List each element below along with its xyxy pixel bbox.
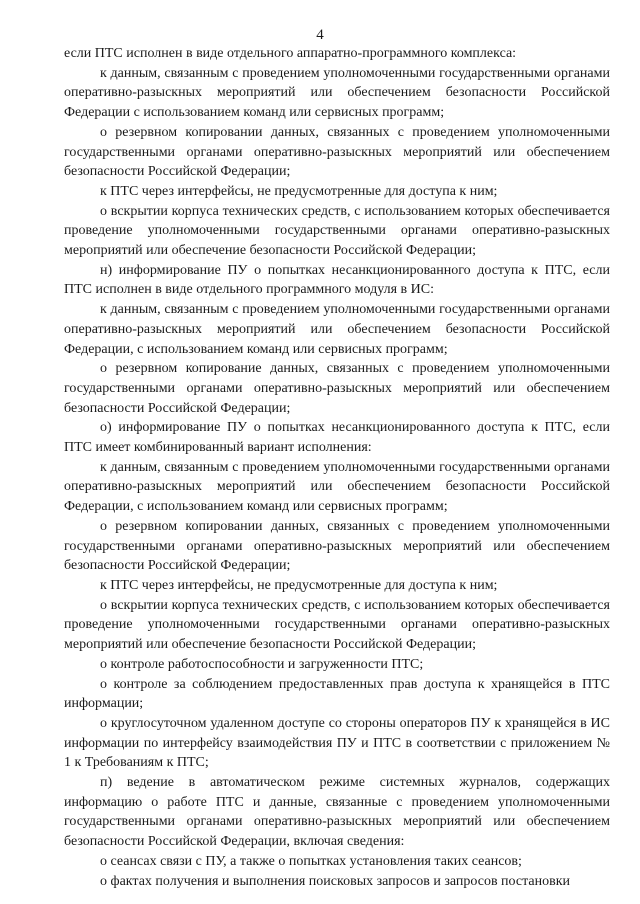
paragraph: н) информирование ПУ о попытках несанкционированного доступа к ПТС, если ПТС исполнен в виде отдельного программного модуля в ИС: — [64, 262, 610, 298]
paragraph: к данным, связанным с проведением уполномоченными государственными органами оперативно-разыскных мероприятий или обеспечением безопасности Российской Федерации, с использованием команд или сервисных программ; — [64, 302, 610, 357]
paragraph: о контроле работоспособности и загруженности ПТС; — [100, 656, 424, 672]
paragraph: к ПТС через интерфейсы, не предусмотренные для доступа к ним; — [100, 577, 498, 593]
paragraph: о круглосуточном удаленном доступе со стороны операторов ПУ к хранящейся в ИС информации по интерфейсу взаимодействия ПУ и ПТС в соответствии с приложением № 1 к Требованиям к ПТС; — [64, 715, 610, 771]
paragraph: о контроле за соблюдением предоставленных прав доступа к хранящейся в ПТС информации; — [64, 676, 610, 712]
paragraph: о) информирование ПУ о попытках несанкционированного доступа к ПТС, если ПТС имеет комбинированный вариант исполнения: — [64, 420, 610, 456]
paragraph: о резервном копирование данных, связанных с проведением уполномоченными государственными органами оперативно-разыскных мероприятий или обеспечением безопасности Российской Федерации; — [64, 361, 610, 416]
paragraph: п) ведение в автоматическом режиме системных журналов, содержащих информацию о работе ПТС и данные, связанные с проведением уполномоченными государственными органами оперативно-разыскных мероприятий или обеспечением безопасности Российской Федерации, включая сведения: — [64, 775, 610, 850]
paragraph: о вскрытии корпуса технических средств, с использованием которых обеспечивается проведение уполномоченными государственными органами оперативно-разыскных мероприятий или обеспечение безопасности Российской Федерации; — [64, 203, 610, 259]
document-body — [64, 44, 610, 891]
paragraph: о фактах получения и выполнения поисковых запросов и запросов постановки — [100, 873, 571, 889]
page-number: 4 — [316, 27, 324, 43]
paragraph: о вскрытии корпуса технических средств, с использованием которых обеспечивается проведение уполномоченными государственными органами оперативно-разыскных мероприятий или обеспечение безопасности Российской Федерации; — [64, 597, 610, 653]
paragraph: к данным, связанным с проведением уполномоченными государственными органами оперативно-разыскных мероприятий или обеспечением безопасности Российской Федерации, с использованием команд или сервисных программ; — [64, 459, 610, 515]
paragraph: о сеансах связи с ПУ, а также о попытках установления таких сеансов; — [100, 853, 522, 869]
paragraph: к данным, связанным с проведением уполномоченными государственными органами оперативно-разыскных мероприятий или обеспечением безопасности Российской Федерации с использованием команд или сервисных программ; — [64, 65, 610, 121]
paragraph: о резервном копировании данных, связанных с проведением уполномоченными государственными органами оперативно-разыскных мероприятий или обеспечением безопасности Российской Федерации; — [64, 518, 610, 574]
paragraph: если ПТС исполнен в виде отдельного аппаратно-программного комплекса: — [64, 46, 517, 61]
paragraph: к ПТС через интерфейсы, не предусмотренные для доступа к ним; — [100, 183, 498, 199]
paragraph: о резервном копировании данных, связанных с проведением уполномоченными государственными органами оперативно-разыскных мероприятий или обеспечением безопасности Российской Федерации; — [64, 124, 610, 180]
